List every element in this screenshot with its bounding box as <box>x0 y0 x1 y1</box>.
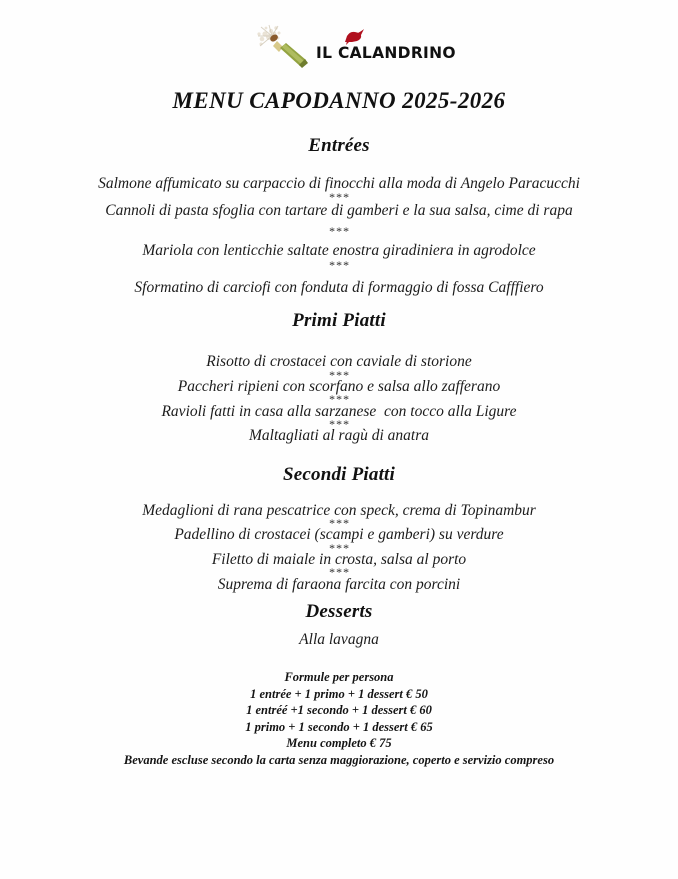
dish-separator: *** <box>328 516 350 531</box>
logo-text: IL CALANDRINO <box>316 43 456 63</box>
dish-item: Mariola con lenticchie saltate enostra giradiniera in agrodolce <box>142 242 536 260</box>
section-heading: Desserts <box>305 601 373 623</box>
dish-separator: *** <box>328 565 350 580</box>
service-note: Bevande escluse secondo la carta senza maggiorazione, coperto e servizio compreso <box>123 752 555 767</box>
dish-separator: *** <box>328 392 350 407</box>
section-entrees <box>0 135 678 296</box>
logo-group <box>252 22 456 68</box>
pricing-option: 1 primo + 1 secondo + 1 dessert € 65 <box>245 719 433 734</box>
dish-item: Cannoli di pasta sfoglia con tartare di gamberi e la sua salsa, cime di rapa <box>105 201 573 219</box>
champagne-bottle-svg <box>252 22 314 68</box>
page-title: MENU CAPODANNO 2025-2026 <box>172 88 506 113</box>
dish-separator: *** <box>328 190 350 205</box>
dish-separator: *** <box>328 367 350 382</box>
logo-wordmark-group <box>316 28 456 68</box>
dish-separator: *** <box>328 257 350 272</box>
dish-separator: *** <box>328 540 350 555</box>
section-secondi-piatti <box>0 464 678 593</box>
restaurant-logo <box>0 0 678 64</box>
pricing-option: 1 entrée + 1 primo + 1 dessert € 50 <box>250 686 428 701</box>
dish-item: Risotto di crostacei con caviale di storione <box>206 353 472 371</box>
dish-item: Filetto di maiale in crosta, salsa al porto <box>211 551 467 569</box>
section-heading: Primi Piatti <box>292 310 386 332</box>
dish-item: Suprema di faraona farcita con porcini <box>217 575 461 593</box>
dish-item: Alla lavagna <box>299 631 379 649</box>
section-heading: Secondi Piatti <box>282 463 396 485</box>
pricing-option: 1 entréé +1 secondo + 1 dessert € 60 <box>246 703 432 718</box>
dish-separator: *** <box>328 223 350 238</box>
section-desserts <box>0 601 678 648</box>
dish-item: Ravioli fatti in casa alla sarzanese con tocco alla Ligure <box>161 402 517 420</box>
pricing-heading: Formule per persona <box>284 670 394 685</box>
dish-item: Padellino di crostacei (scampi e gamberi) su verdure <box>174 526 504 544</box>
champagne-bottle-icon <box>252 22 314 68</box>
dish-separator: *** <box>328 417 350 432</box>
pricing-option: Menu completo € 75 <box>286 736 392 751</box>
dish-item: Medaglioni di rana pescatrice con speck, crema di Topinambur <box>142 501 536 519</box>
dish-item: Maltagliati al ragù di anatra <box>249 427 429 445</box>
section-primi-piatti <box>0 310 678 444</box>
dish-item: Paccheri ripieni con scorfano e salsa allo zafferano <box>177 378 501 396</box>
dish-item: Sformatino di carciofi con fonduta di formaggio di fossa Cafffiero <box>134 279 544 297</box>
section-heading: Entrées <box>308 135 370 156</box>
dish-item: Salmone affumicato su carpaccio di finocchi alla moda di Angelo Paracucchi <box>98 175 580 192</box>
pricing-block <box>0 669 678 768</box>
